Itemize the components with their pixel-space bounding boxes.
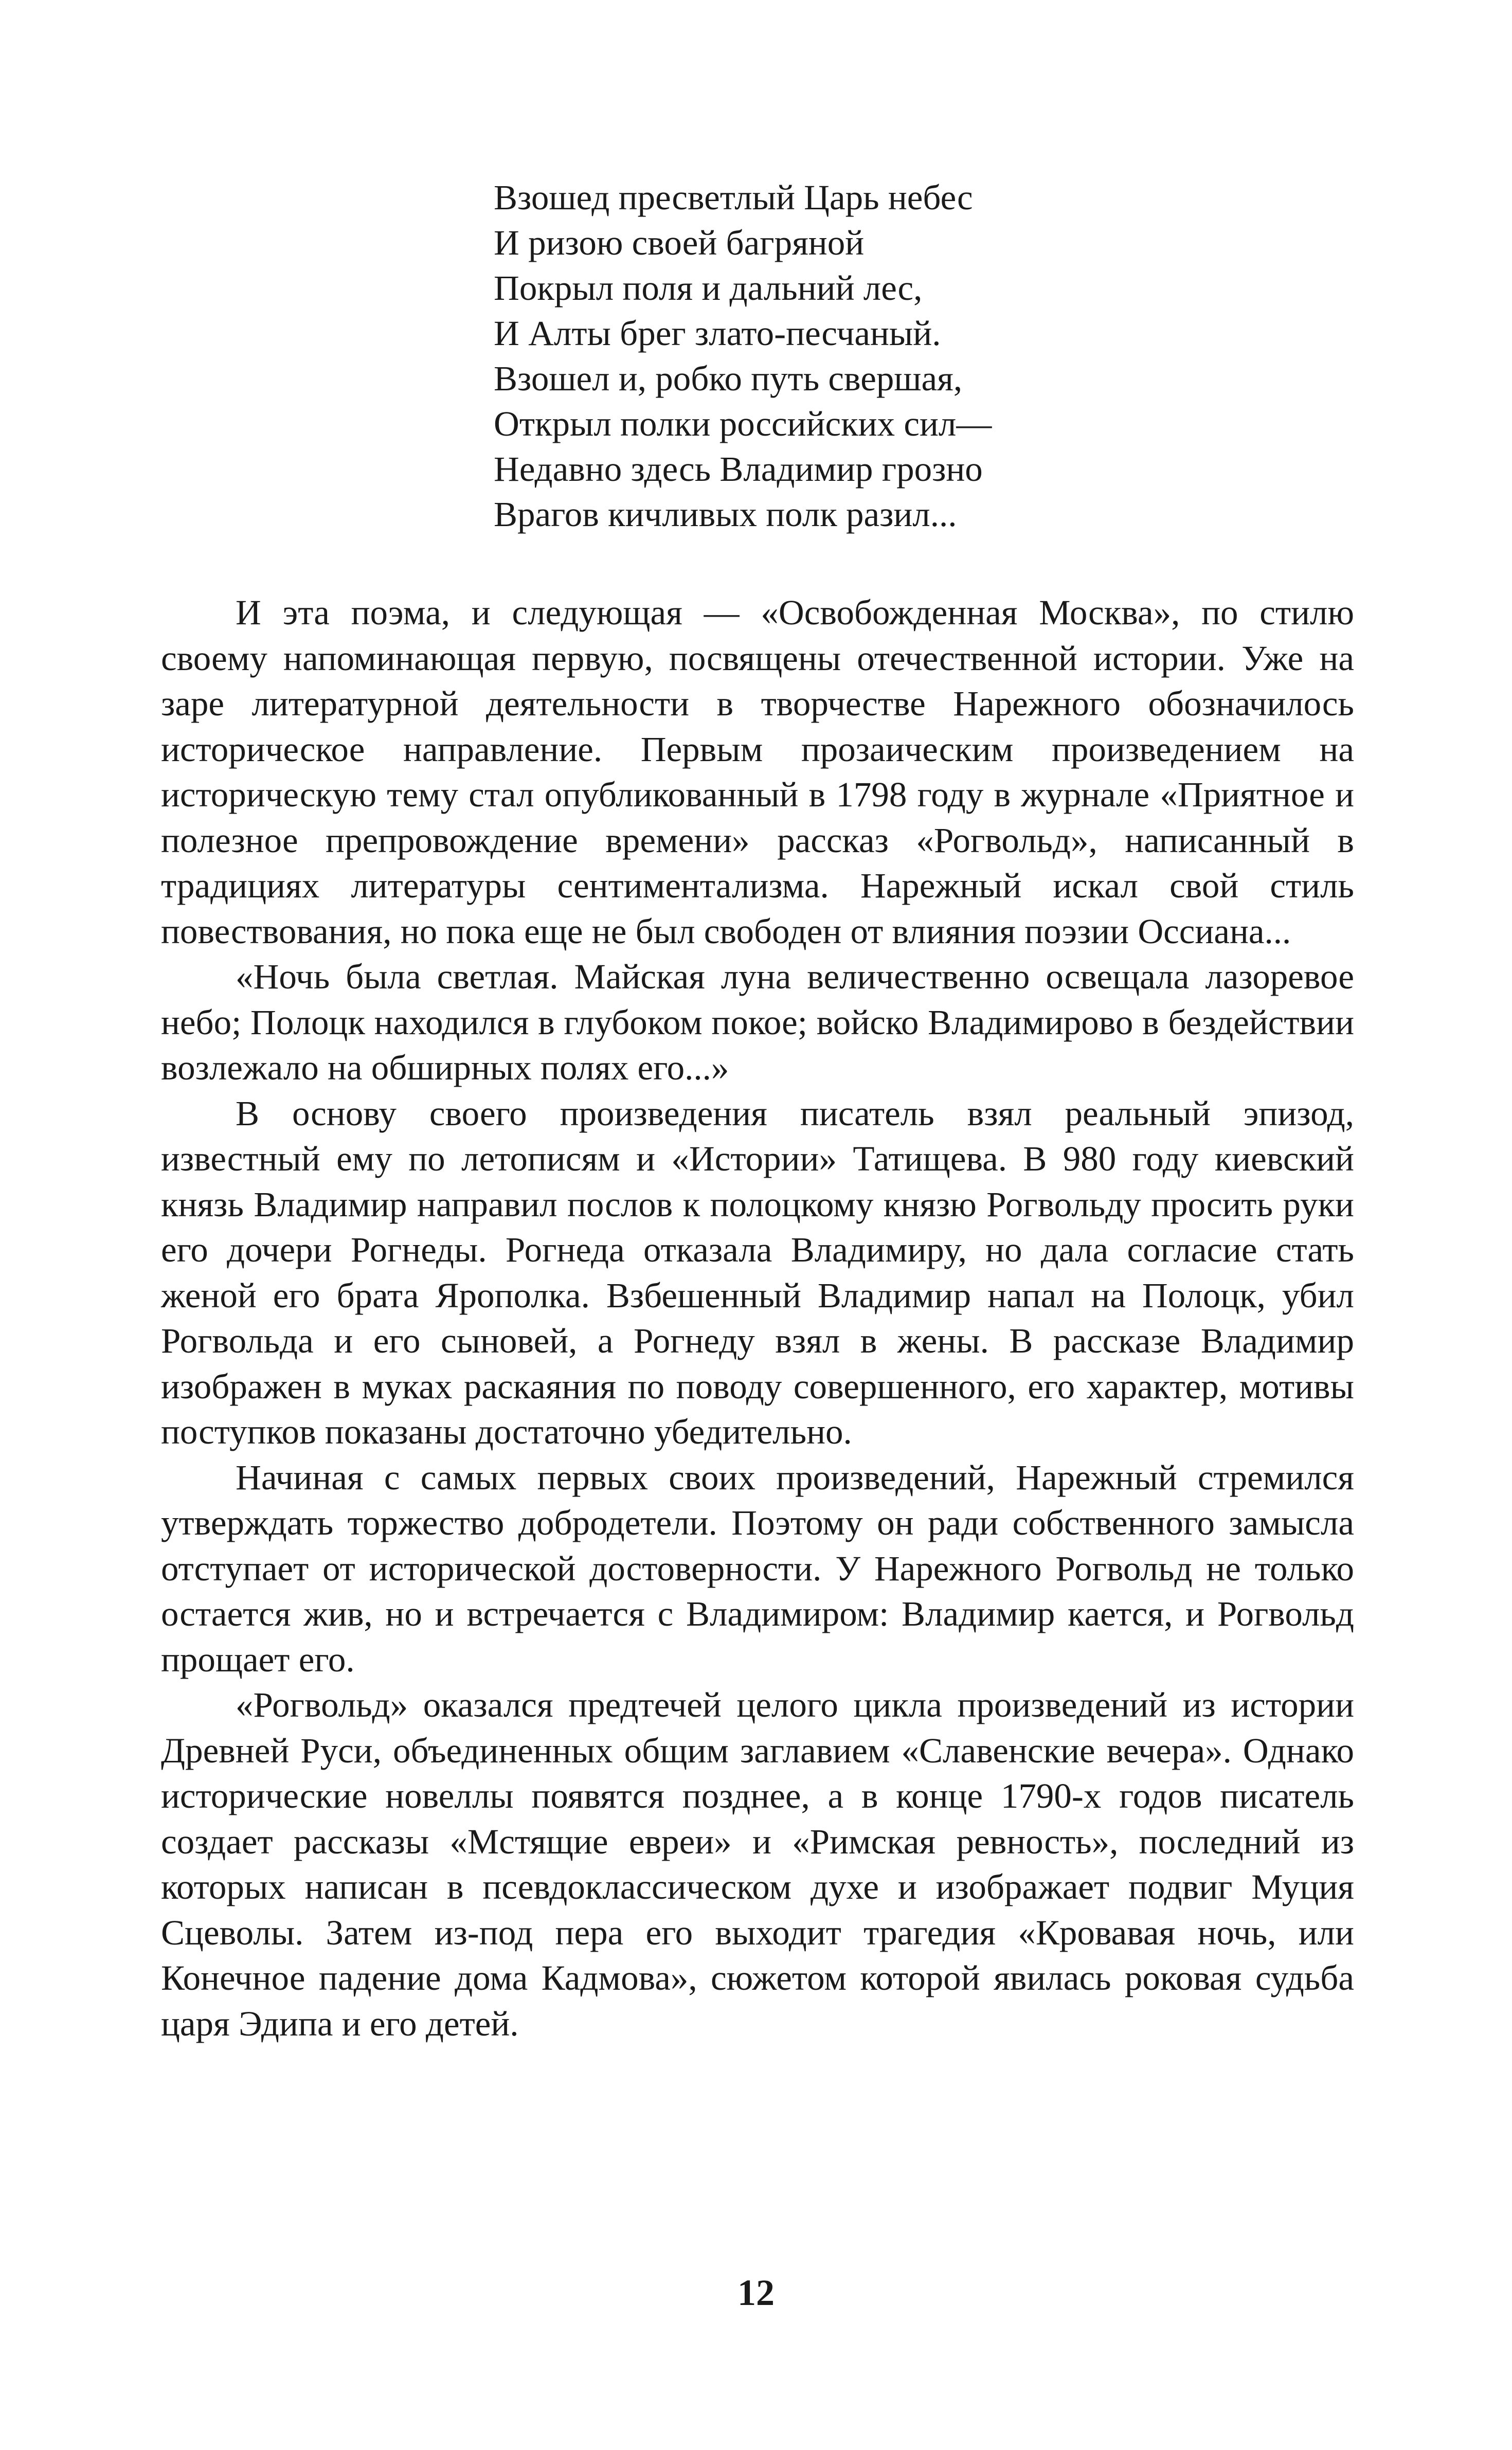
paragraph: Начиная с самых первых своих произведений, Нарежный стремился утверждать торжество добродетели. Поэтому он ради собственного замысла отступает от исторической достоверности. У Нарежного Рогвольд не только остается жив, но и встречается с Владимиром: Владимир кается, и Рогвольд прощает его. [161,1457,1354,1679]
poem-stanza [494,175,1214,537]
page-number: 12 [737,2272,775,2313]
poem-line: Недавно здесь Владимир грозно [494,449,983,489]
paragraph: И эта поэма, и следующая — «Освобожденная Москва», по стилю своему напоминающая первую, посвящены отечественной истории. Уже на заре литературной деятельности в творчестве Нарежного обозначилось историческое направление. Первым прозаическим произведением на историческую тему стал опубликованный в 1798 году в журнале «Приятное и полезное препровождение времени» рассказ «Рогвольд», написанный в традициях литературы сентиментализма. Нарежный искал свой стиль повествования, но пока еще не был свободен от влияния поэзии Оссиана... [161,593,1354,951]
poem-line: Открыл полки российских сил— [494,404,992,443]
poem-line: Взошед пресветлый Царь небес [494,178,973,217]
paragraph: В основу своего произведения писатель взял реальный эпизод, известный ему по летописям и «Истории» Татищева. В 980 году киевский князь Владимир направил послов к полоцкому князю Рогвольду просить руки его дочери Рогнеды. Рогнеда отказала Владимиру, но дала согласие стать женой его брата Ярополка. Взбешенный Владимир напал на Полоцк, убил Рогвольда и его сыновей, а Рогнеду взял в жены. В рассказе Владимир изображен в муках раскаяния по поводу совершенного, его характер, мотивы поступков показаны достаточно убедительно. [161,1093,1354,1451]
poem-line: И ризою своей багряной [494,223,865,262]
poem-line: И Алты брег злато-песчаный. [494,314,941,353]
poem-line: Покрыл поля и дальний лес, [494,268,923,308]
paragraph-quote: «Ночь была светлая. Майская луна величественно освещала лазоревое небо; Полоцк находился в глубоком покое; войско Владимирово в бездействии возлежало на обширных полях его...» [161,957,1354,1087]
paragraph: «Рогвольд» оказался предтечей целого цикла произведений из истории Древней Руси, объединенных общим заглавием «Славенские вечера». Однако исторические новеллы появятся позднее, а в конце 1790-х годов писатель создает рассказы «Мстящие евреи» и «Римская ревность», последний из которых написан в псевдоклассическом духе и изображает подвиг Муция Сцеволы. Затем из-под пера его выходит трагедия «Кровавая ночь, или Конечное падение дома Кадмова», сюжетом которой явилась роковая судьба царя Эдипа и его детей. [161,1685,1354,2043]
poem-line: Взошел и, робко путь свершая, [494,359,963,398]
body-text [161,590,1354,2046]
poem-line: Врагов кичливых полк разил... [494,495,957,534]
